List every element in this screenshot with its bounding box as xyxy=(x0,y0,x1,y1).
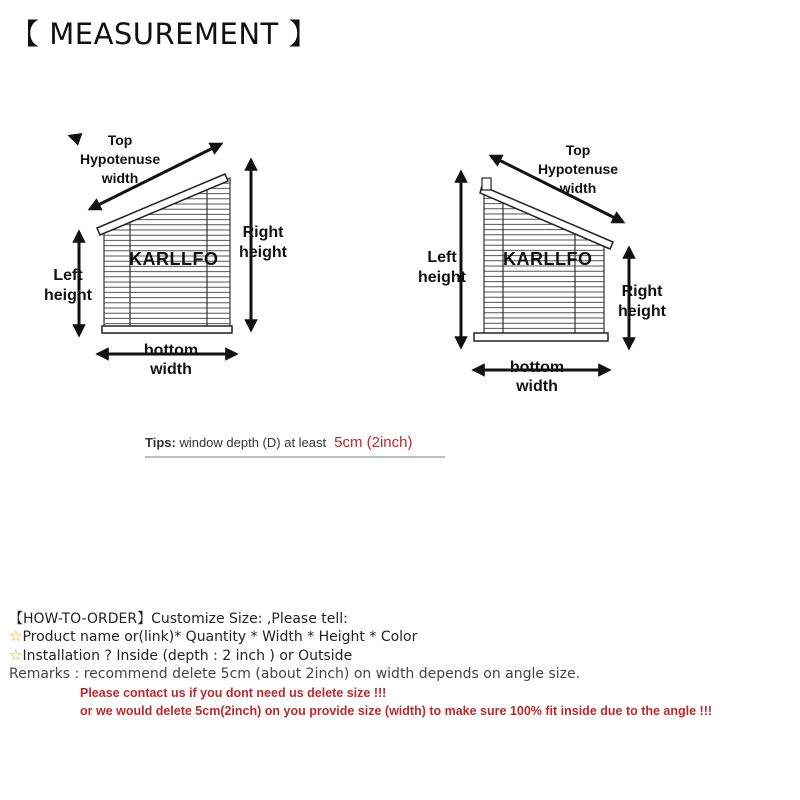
left-brand-label: KARLLFO xyxy=(129,249,219,269)
order-item-installation-text: Installation ? Inside (depth : 2 inch ) or Outside xyxy=(22,648,353,664)
right-bottom-width-label: bottom width xyxy=(509,359,565,395)
order-warning-1: Please contact us if you dont need us delete size !!! xyxy=(80,686,387,700)
tips-line xyxy=(145,434,445,458)
right-left-height-label: Left height xyxy=(418,249,466,286)
left-bottom-width-label: bottom width xyxy=(143,342,199,378)
left-top-hypotenuse-label: Top Hypotenuse width xyxy=(80,132,161,186)
tips-value: 5cm (2inch) xyxy=(334,434,413,451)
order-item-product-text: Product name or(link)* Quantity * Width * Height * Color xyxy=(22,629,418,645)
star-icon: ☆ xyxy=(9,627,23,645)
right-bottomrail xyxy=(474,333,608,341)
order-remarks: Remarks : recommend delete 5cm (about 2inch) on width depends on angle size. xyxy=(9,666,581,682)
order-item-installation xyxy=(9,646,352,664)
left-left-height-label: Left height xyxy=(44,267,92,304)
right-right-height-label: Right height xyxy=(618,283,666,320)
tips-text: window depth (D) at least xyxy=(175,435,327,450)
order-item-product xyxy=(9,627,417,645)
order-warning-2: or we would delete 5cm(2inch) on you provide size (width) to make sure 100% fit inside due to the angle !!! xyxy=(80,704,713,718)
right-top-hypotenuse-label: Top Hypotenuse width xyxy=(537,142,619,196)
right-brand-label: KARLLFO xyxy=(503,249,593,269)
left-bottomrail xyxy=(102,326,232,333)
left-right-height-label: Right height xyxy=(239,224,287,261)
tips-label: Tips: xyxy=(145,435,176,450)
star-icon: ☆ xyxy=(9,646,23,664)
order-heading: 【HOW-TO-ORDER】Customize Size: ,Please tell: xyxy=(9,611,348,627)
page-title: 【 MEASUREMENT 】 xyxy=(10,17,318,51)
